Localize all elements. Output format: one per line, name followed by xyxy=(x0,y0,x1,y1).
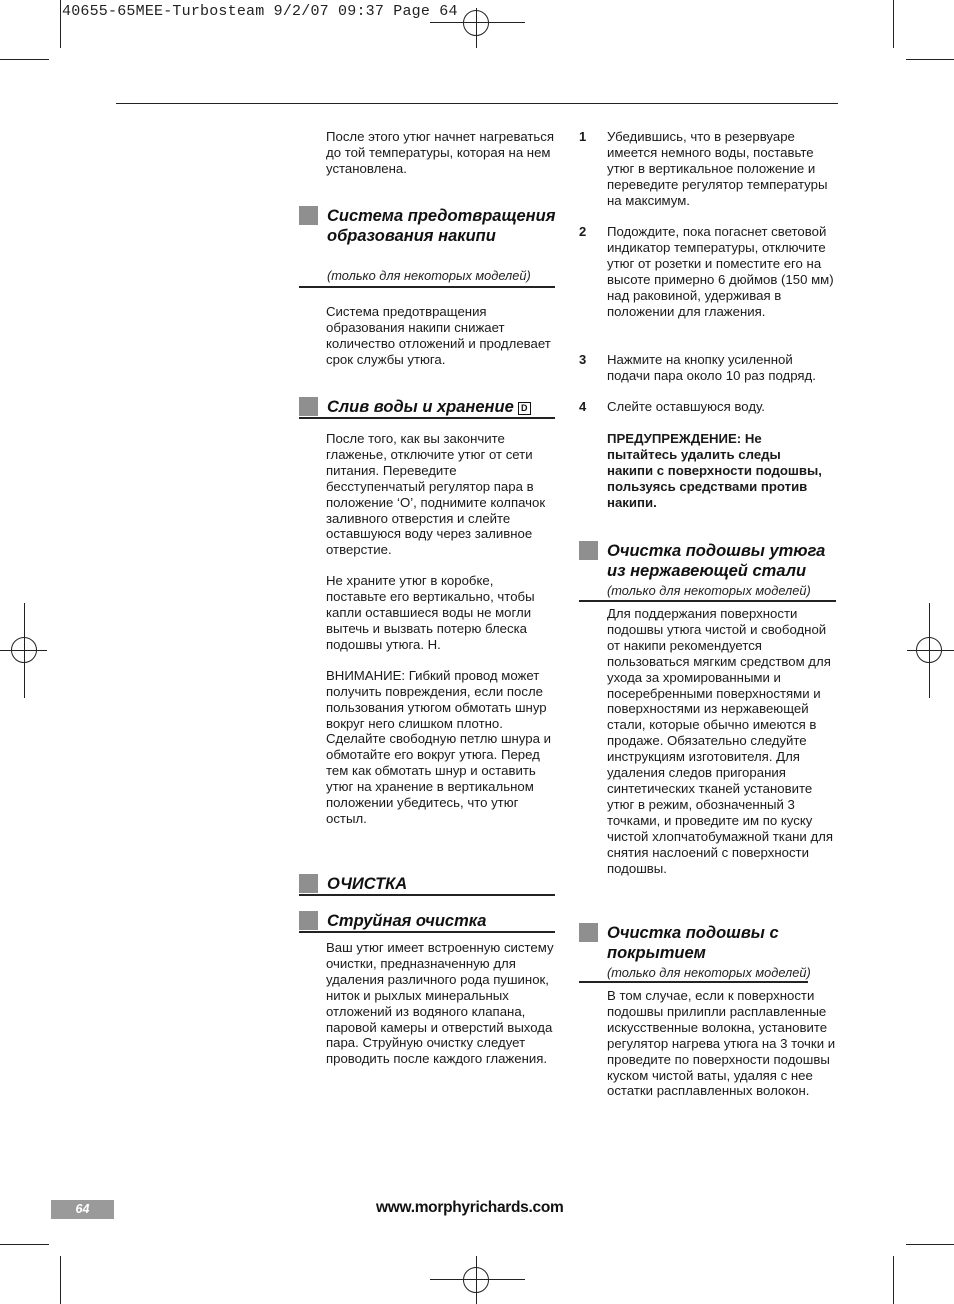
section-title: Струйная очистка xyxy=(327,912,487,930)
coated-body: В том случае, если к поверхности подошвы прилипли расплавленные искусственные волокна, установите регулятор нагрева утюга на 3 точки и проведите по поверхности подошвы куском чистой ваты, удаляя с нее остатки расплавленных волокон. xyxy=(607,988,836,1099)
intro-paragraph: После этого утюг начнет нагреваться до той температуры, которая на нем установлена. xyxy=(326,129,555,176)
section-subtitle: (только для некоторых моделей) xyxy=(607,583,811,598)
section-rule xyxy=(579,600,836,602)
drain-body: После того, как вы закончите глаженье, отключите утюг от сети питания. Переведите бесступенчатый регулятор пара в положение ‘O’, поднимите колпачок заливного отверстия и слейте оставшуюся воду через заливное отверстие. Не храните утюг в коробке, поставьте его вертикально, чтобы капли оставшиеся воды не могли вытечь и вызвать потерю блеска подошвы утюга. H. ВНИМАНИЕ: Гибкий провод может получить повреждения, если после пользования утюгом обмотать шнур вокруг него слишком плотно. Сделайте свободную петлю шнура и обмотайте его вокруг утюга. Перед тем как обмотать шнур и оставить утюг на хранение в вертикальном положении убедитесь, что утюг остыл. xyxy=(326,431,551,826)
section-rule xyxy=(299,894,555,896)
step-text: Слейте оставшуюся воду. xyxy=(607,399,765,414)
section-title: Очистка подошвы утюга из нержавеющей стали xyxy=(607,542,826,580)
section-antiscale xyxy=(299,206,555,288)
page-number: 64 xyxy=(51,1200,114,1219)
section-rule xyxy=(299,417,555,419)
section-subtitle: (только для некоторых моделей) xyxy=(327,268,531,283)
section-title: ОЧИСТКА xyxy=(327,875,408,893)
stainless-body: Для поддержания поверхности подошвы утюга чистой и свободной от накипи рекомендуется пользоваться мягким средством для ухода за хромированными и посеребренными поверхностями и поверхностями из нержавеющей стали, которые обычно имеются в продаже. Обязательно следуйте инструкциям изготовителя. Для удаления следов пригорания синтетических тканей установите утюг в режим, обозначенный 3 точками, и проведите им по куску чистой хлопчатобумажной ткани для снятия наслоений с поверхности подошвы. xyxy=(607,606,833,876)
section-marker xyxy=(579,923,598,942)
section-marker xyxy=(299,911,318,930)
section-rule xyxy=(579,981,808,983)
section-subtitle: (только для некоторых моделей) xyxy=(607,965,811,980)
print-slug: 40655-65MEE-Turbosteam 9/2/07 09:37 Page 64 xyxy=(62,3,458,20)
section-jet-cleaning xyxy=(299,911,555,935)
step-text: Убедившись, что в резервуаре имеется немного воды, поставьте утюг в вертикальное положение и переведите регулятор температуры на максимум. xyxy=(607,129,828,208)
section-coated xyxy=(579,923,836,985)
section-title: Система предотвращения образования накипи xyxy=(327,207,556,245)
step-text: Нажмите на кнопку усиленной подачи пара около 10 раз подряд. xyxy=(607,352,816,383)
step-text: Подождите, пока погаснет световой индикатор температуры, отключите утюг от розетки и поместите его на высоте примерно 6 дюймов (150 мм) над раковиной, удерживая в положении для глажения. xyxy=(607,224,834,319)
section-title: Очистка подошвы с покрытием xyxy=(607,924,779,962)
step-number: 3 xyxy=(579,352,587,367)
step-number: 1 xyxy=(579,129,587,144)
section-title: Слив воды и хранение xyxy=(327,398,514,416)
section-drain xyxy=(299,397,555,421)
section-marker xyxy=(299,397,318,416)
website-url[interactable]: www.morphyrichards.com xyxy=(376,1199,564,1216)
section-cleaning xyxy=(299,874,555,898)
illustration-ref-icon: D xyxy=(518,402,531,415)
section-stainless xyxy=(579,541,836,603)
section-marker xyxy=(579,541,598,560)
section-rule xyxy=(299,931,555,933)
antiscale-body: Система предотвращения образования накипи снижает количество отложений и продлевает срок службы утюга. xyxy=(326,304,551,367)
step-number: 2 xyxy=(579,224,587,239)
section-rule xyxy=(299,286,555,288)
warning-text: ПРЕДУПРЕЖДЕНИЕ: Не пытайтесь удалить следы накипи с поверхности подошвы, пользуясь средствами против накипи. xyxy=(607,431,822,510)
top-rule xyxy=(116,103,838,104)
section-marker xyxy=(299,206,318,225)
section-marker xyxy=(299,874,318,893)
jet-body: Ваш утюг имеет встроенную систему очистки, предназначенную для удаления различного рода пушинок, ниток и рыхлых минеральных отложений из водяного клапана, паровой камеры и отверстий выхода пара. Струйную очистку следует проводить после каждого глажения. xyxy=(326,940,554,1067)
step-number: 4 xyxy=(579,399,587,414)
